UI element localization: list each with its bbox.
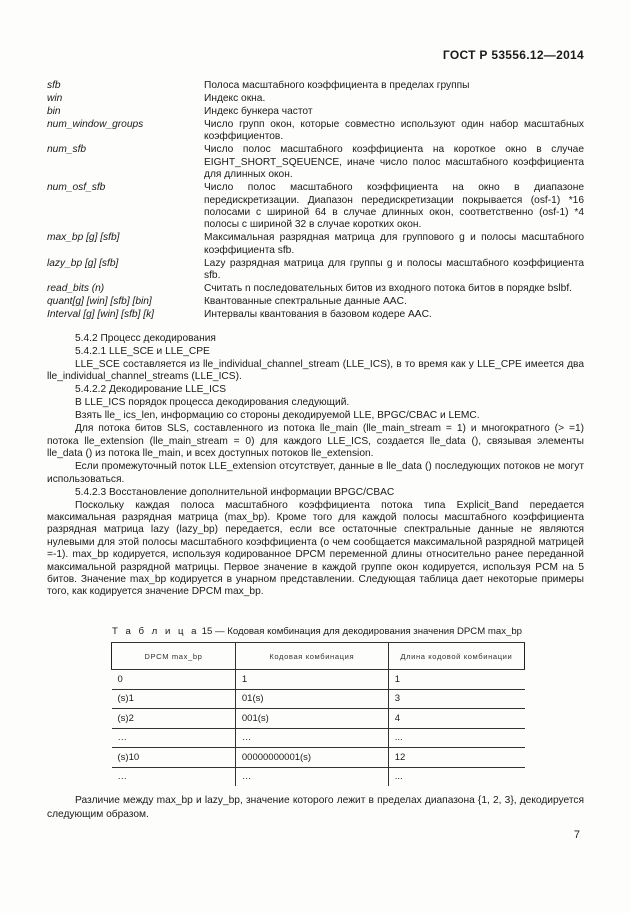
table-row xyxy=(112,728,525,748)
definition-item xyxy=(47,144,584,181)
paragraph: Различие между max_bp и lazy_bp, значение которого лежит в пределах диапазона {1, 2, 3}, декодируется следующим образом. xyxy=(47,795,584,820)
table-cell: ... xyxy=(388,728,524,748)
table-row xyxy=(112,689,525,709)
definition-term: win xyxy=(47,93,63,104)
paragraph: LLE_SCE составляется из lle_individual_channel_stream (LLE_ICS), в то время как у LLE_CPE имеется два lle_individual_channel_streams (LLE_ICS). xyxy=(47,359,584,383)
definition-desc: Число групп окон, которые совместно используют один набор масштабных коэффициентов. xyxy=(204,119,584,143)
definition-term: read_bits (n) xyxy=(47,283,105,295)
definition-desc: Lazy разрядная матрица для группы g и полосы масштабного коэффициента sfb. xyxy=(204,257,584,282)
table-cell: 01(s) xyxy=(235,689,388,709)
definition-desc: Полоса масштабного коэффициента в пределах группы xyxy=(204,80,470,91)
definition-term: num_sfb xyxy=(47,144,87,156)
definition-desc: Максимальная разрядная матрица для группового g и полосы масштабного коэффициента sfb. xyxy=(204,232,584,256)
section-heading: 5.4.2.2 Декодирование LLE_ICS xyxy=(75,384,227,396)
definition-item xyxy=(47,309,584,321)
table-header-cell: DPCM max_bp xyxy=(112,643,236,670)
definition-desc: Индекс окна. xyxy=(204,93,266,104)
definition-item xyxy=(47,296,584,308)
page-number: 7 xyxy=(573,829,580,841)
paragraph: Поскольку каждая полоса масштабного коэффициента потока типа Explicit_Band передается максимальная разрядная матрица (max_bp). Кроме того для каждой полосы масштабного коэффициента разрядная матрица lazy (lazy_bp) передается, если все остаточные спектральные данные не являются нулевыми для этой полосы масштабного коэффициента (о чем сообщается максимальной разрядной матрицей =-1). max_bp кодируется, используя кодированное DPCM переменной длины относительно ранее переданной максимальной разрядной матрицы. Первое значение в каждой группе окон кодируется, используя PCM на 5 битов. Значение max_bp кодируется в унарном представлении. Следующая таблица дает некоторые примеры того, как кодируется значение DPCM max_bp. xyxy=(47,499,584,598)
table-cell: … xyxy=(235,728,388,748)
table-cell: 0 xyxy=(112,670,236,690)
definition-item xyxy=(47,182,584,232)
table-caption-text: 15 — Кодовая комбинация для декодирования значения DPCM max_bp xyxy=(201,626,523,637)
definition-term: quant[g] [win] [sfb] [bin] xyxy=(47,296,152,308)
table-header-cell: Длина кодовой комбинации xyxy=(388,643,524,670)
definition-list xyxy=(47,80,584,322)
table-cell: … xyxy=(235,767,388,786)
table-cell: 12 xyxy=(388,748,524,768)
paragraph: Взять lle_ ics_len, информацию со стороны декодируемой LLE, BPGC/CBAC и LEMC. xyxy=(75,410,480,422)
definition-desc: Считать n последовательных битов из входного потока битов в порядке bslbf. xyxy=(204,283,572,295)
table-row xyxy=(112,748,525,768)
paragraph: В LLE_ICS порядок процесса декодирования следующий. xyxy=(75,397,350,409)
table-cell: ... xyxy=(388,767,524,786)
table-cell: 001(s) xyxy=(235,709,388,729)
definition-desc: Индекс бункера частот xyxy=(204,106,313,117)
table-row xyxy=(112,767,525,786)
paragraph: Если промежуточный поток LLE_extension отсутствует, данные в lle_data () последующих потоков не могут использоваться. xyxy=(47,461,584,485)
table-cell: (s)1 xyxy=(112,689,236,709)
definition-term: sfb xyxy=(47,80,61,91)
definition-item xyxy=(47,93,584,105)
table-row xyxy=(112,709,525,729)
definition-desc: Число полос масштабного коэффициента на короткое окно в случае EIGHT_SHORT_SQEUENCE, иначе число полос масштабного коэффициента для длинных окон. xyxy=(204,144,584,181)
table-cell: … xyxy=(112,767,236,786)
definition-item xyxy=(47,258,584,283)
section-heading: 5.4.2.1 LLE_SCE и LLE_CPE xyxy=(75,346,210,357)
table-cell: 00000000001(s) xyxy=(235,748,388,768)
definition-term: lazy_bp [g] [sfb] xyxy=(47,257,119,269)
body-text xyxy=(47,333,584,599)
definition-term: bin xyxy=(47,106,61,117)
table-cell: 4 xyxy=(388,709,524,729)
table-cell: (s)10 xyxy=(112,748,236,768)
page-header: ГОСТ Р 53556.12—2014 xyxy=(442,48,584,62)
closing-text xyxy=(47,794,584,822)
table-caption-prefix: Т а б л и ц а xyxy=(112,626,199,637)
table-cell: (s)2 xyxy=(112,709,236,729)
definition-desc: Число полос масштабного коэффициента на окно в диапазоне передискретизации. Диапазон передискретизации покрывается (osf-1) *16 полосами с шириной 64 в случае длинных окон, соответственно (osf-1) *4 полосы с шириной 32 в случае коротких окон. xyxy=(204,182,584,231)
section-heading: 5.4.2.3 Восстановление дополнительной информации BPGC/CBAC xyxy=(75,486,395,498)
definition-term: num_window_groups xyxy=(47,119,144,130)
definition-term: num_osf_sfb xyxy=(47,182,106,194)
definition-desc: Интервалы квантования в базовом кодере AAC. xyxy=(204,309,432,321)
section-heading: 5.4.2 Процесс декодирования xyxy=(75,333,216,344)
table-header-cell: Кодовая комбинация xyxy=(235,643,388,670)
table-cell: … xyxy=(112,728,236,748)
code-table xyxy=(111,642,525,786)
paragraph: Для потока битов SLS, составленного из потока lle_main (lle_main_stream = 1) и многократного (> =1) потока lle_extension (lle_main_stream = 0) для каждого LLE_ICS, создается lle_data (), связывая элементы lle_data () из потока lle_main, и всех доступных потоков lle_extension. xyxy=(47,423,584,460)
table-cell: 1 xyxy=(235,670,388,690)
definition-item xyxy=(47,232,584,257)
definition-item xyxy=(47,80,584,92)
table-row xyxy=(112,670,525,690)
table-cell: 1 xyxy=(388,670,524,690)
definition-term: max_bp [g] [sfb] xyxy=(47,232,120,244)
table-cell: 3 xyxy=(388,689,524,709)
table-header-row xyxy=(112,643,525,670)
table-caption xyxy=(112,626,522,637)
definition-item xyxy=(47,106,584,118)
definition-item xyxy=(47,283,584,295)
definition-item xyxy=(47,119,584,144)
definition-term: Interval [g] [win] [sfb] [k] xyxy=(47,309,155,321)
definition-desc: Квантованные спектральные данные AAC. xyxy=(204,296,407,308)
